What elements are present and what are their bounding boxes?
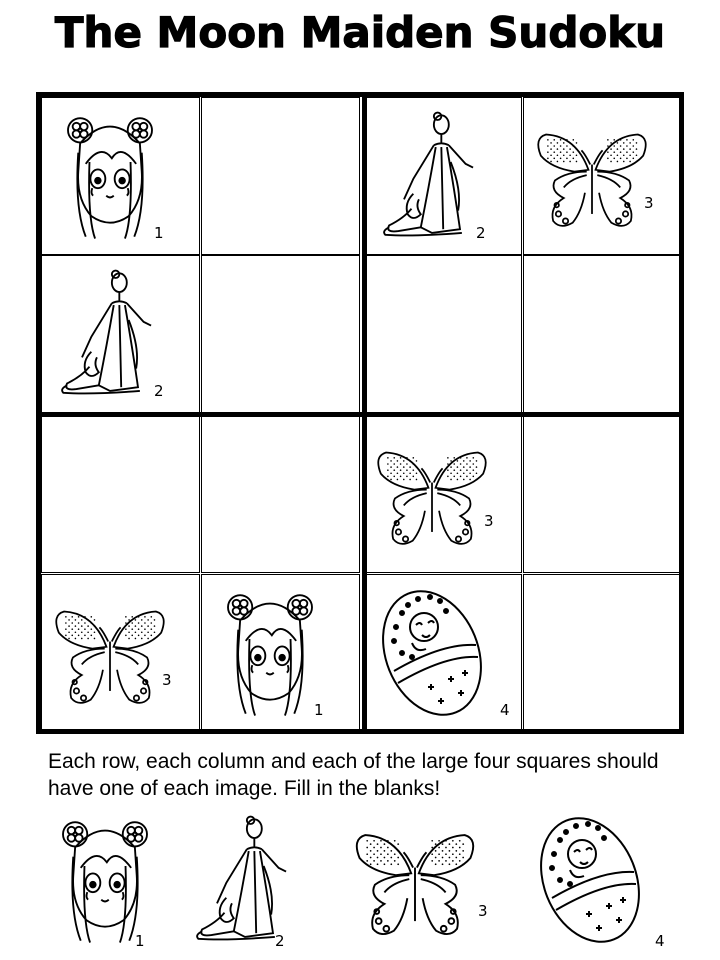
key-piece-2[interactable] bbox=[180, 810, 340, 958]
piece-number-label: 1 bbox=[154, 224, 164, 242]
sudoku-cell-filled[interactable] bbox=[363, 574, 522, 732]
piece-number-label: 3 bbox=[484, 512, 494, 530]
piece-number-label: 2 bbox=[476, 224, 486, 242]
key-piece-label: 3 bbox=[478, 902, 488, 920]
sudoku-cell-filled[interactable] bbox=[363, 415, 522, 573]
sudoku-cell-filled[interactable] bbox=[41, 255, 200, 413]
key-piece-label: 2 bbox=[275, 932, 285, 950]
piece-number-label: 2 bbox=[154, 382, 164, 400]
girl-face-icon bbox=[50, 106, 170, 246]
sudoku-cell-empty[interactable] bbox=[201, 97, 360, 255]
decorated-egg-icon bbox=[372, 583, 492, 723]
sudoku-cell-filled[interactable] bbox=[523, 97, 682, 255]
moon-maiden-icon bbox=[180, 810, 310, 950]
moon-maiden-icon bbox=[50, 264, 170, 404]
key-piece-1[interactable] bbox=[40, 810, 200, 958]
butterfly-icon bbox=[50, 583, 170, 723]
key-piece-3[interactable] bbox=[350, 810, 510, 958]
sudoku-cell-empty[interactable] bbox=[363, 255, 522, 413]
sudoku-board bbox=[36, 92, 684, 734]
moon-maiden-icon bbox=[372, 106, 492, 246]
decorated-egg-icon bbox=[525, 810, 655, 950]
sudoku-cell-empty[interactable] bbox=[523, 415, 682, 573]
piece-number-label: 1 bbox=[314, 701, 324, 719]
sudoku-cell-empty[interactable] bbox=[41, 415, 200, 573]
piece-number-label: 3 bbox=[644, 194, 654, 212]
girl-face-icon bbox=[210, 583, 330, 723]
sudoku-cell-filled[interactable] bbox=[201, 574, 360, 732]
butterfly-icon bbox=[350, 810, 480, 950]
sudoku-cell-empty[interactable] bbox=[201, 415, 360, 573]
key-piece-label: 4 bbox=[655, 932, 665, 950]
sudoku-cell-empty[interactable] bbox=[523, 574, 682, 732]
sudoku-cell-empty[interactable] bbox=[201, 255, 360, 413]
girl-face-icon bbox=[40, 810, 170, 950]
key-piece-4[interactable] bbox=[525, 810, 685, 958]
sudoku-cell-empty[interactable] bbox=[523, 255, 682, 413]
sudoku-cell-filled[interactable] bbox=[41, 97, 200, 255]
piece-number-label: 3 bbox=[162, 671, 172, 689]
butterfly-icon bbox=[372, 424, 492, 564]
sudoku-cell-filled[interactable] bbox=[363, 97, 522, 255]
instructions-text: Each row, each column and each of the large four squares should have one of each image. Fill in the blanks! bbox=[48, 750, 659, 800]
butterfly-icon bbox=[532, 106, 652, 246]
sudoku-cell-filled[interactable] bbox=[41, 574, 200, 732]
piece-number-label: 4 bbox=[500, 701, 510, 719]
page-title: The Moon Maiden Sudoku bbox=[54, 8, 666, 57]
key-piece-label: 1 bbox=[135, 932, 145, 950]
